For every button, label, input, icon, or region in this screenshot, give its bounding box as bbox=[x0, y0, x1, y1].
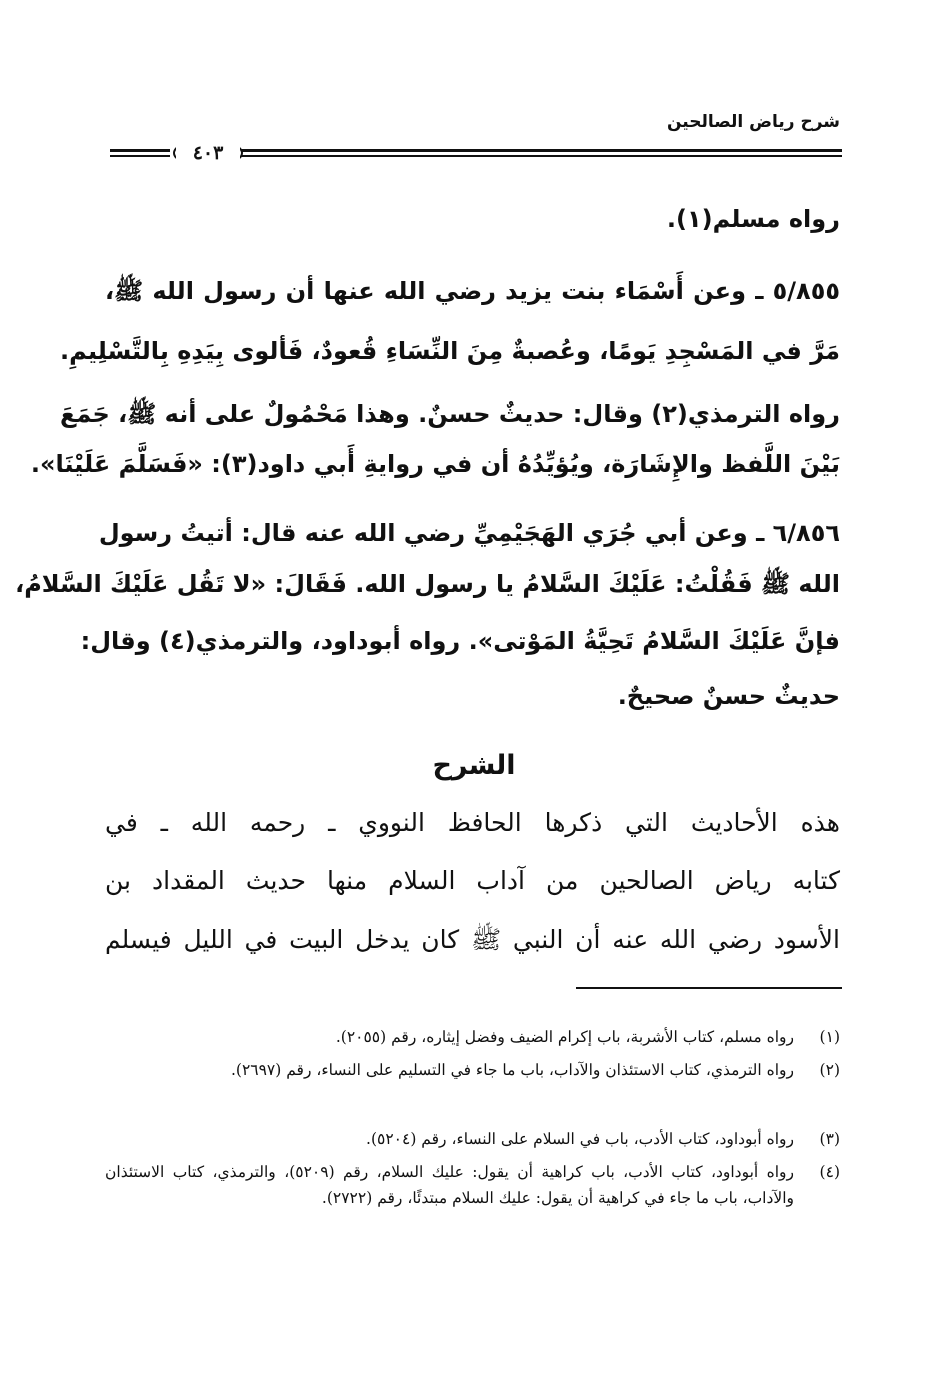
footnote-number: (١) bbox=[819, 1028, 840, 1046]
footnote-3 bbox=[105, 1126, 840, 1152]
footnote-text: رواه الترمذي، كتاب الاستئذان والآداب، باب ما جاء في التسليم على النساء، رقم (٢٦٩٧). bbox=[230, 1061, 794, 1079]
sharh-line-2: كتابه رياض الصالحين من آداب السلام منها حديث المقداد بن bbox=[105, 866, 840, 895]
footnote-4 bbox=[105, 1159, 840, 1211]
section-title: الشرح bbox=[432, 750, 516, 781]
body-line-6: ٦/٨٥٦ ـ وعن أبي جُرَي الهَجَيْمِيِّ رضي الله عنه قال: أتيتُ رسول bbox=[98, 519, 840, 547]
footnote-text: رواه أبوداود، كتاب الأدب، باب في السلام على النساء، رقم (٥٢٠٤). bbox=[366, 1130, 794, 1148]
body-line-7: الله ﷺ فَقُلْتُ: عَلَيْكَ السَّلامُ يا رسول الله. فَقَالَ: «لا تَقُل عَلَيْكَ السَّلامُ، bbox=[15, 570, 840, 598]
footnote-number: (٤) bbox=[819, 1163, 840, 1181]
body-line-8: فإنَّ عَلَيْكَ السَّلامُ تَحِيَّةُ المَوْتى». رواه أبوداود، والترمذي(٤) وقال: bbox=[80, 627, 840, 655]
body-line-1: رواه مسلم(١). bbox=[666, 205, 840, 233]
sharh-line-1: هذه الأحاديث التي ذكرها الحافظ النووي ـ رحمه الله ـ في bbox=[105, 808, 840, 837]
body-line-4: رواه الترمذي(٢) وقال: حديثٌ حسنٌ. وهذا مَحْمُولٌ على أنه ﷺ، جَمَعَ bbox=[60, 400, 840, 428]
running-title: شرح رياض الصالحين bbox=[666, 112, 840, 132]
footnote-text: رواه مسلم، كتاب الأشربة، باب إكرام الضيف وفضل إيثاره، رقم (٢٠٥٥). bbox=[335, 1028, 794, 1046]
body-line-3: مَرَّ في المَسْجِدِ يَومًا، وعُصبةٌ مِنَ النِّسَاءِ قُعودٌ، فَألوى بِيَدِهِ بِالتَّسْلِيمِ. bbox=[60, 337, 840, 365]
footnote-1 bbox=[105, 1024, 840, 1050]
footnote-text: رواه أبوداود، كتاب الأدب، باب كراهية أن يقول: عليك السلام، رقم (٥٢٠٩)، والترمذي، كتاب الاستئذان والآداب، باب ما جاء في كراهية أن يقول: عليك السلام مبتدئًا، رقم (٢٧٢٢). bbox=[105, 1163, 794, 1207]
body-line-5: بَيْنَ اللَّفظ والإِشَارَة، ويُؤيِّدُهُ أن في روايةِ أَبي داود(٣): «فَسَلَّمَ عَلَيْنَا». bbox=[30, 450, 840, 478]
footnote-number: (٣) bbox=[819, 1130, 840, 1148]
footnote-2 bbox=[105, 1057, 840, 1083]
page-number: ٤٠٣ bbox=[176, 136, 240, 170]
body-line-2: ٥/٨٥٥ ـ وعن أَسْمَاء بنت يزيد رضي الله عنها أن رسول الله ﷺ، bbox=[105, 277, 840, 305]
footnote-rule bbox=[576, 987, 842, 989]
footnote-number: (٢) bbox=[819, 1061, 840, 1079]
sharh-line-3: الأسود رضي الله عنه أن النبي ﷺ كان يدخل البيت في الليل فيسلم bbox=[105, 925, 840, 954]
body-line-9: حديثٌ حسنٌ صحيحٌ. bbox=[617, 682, 840, 710]
